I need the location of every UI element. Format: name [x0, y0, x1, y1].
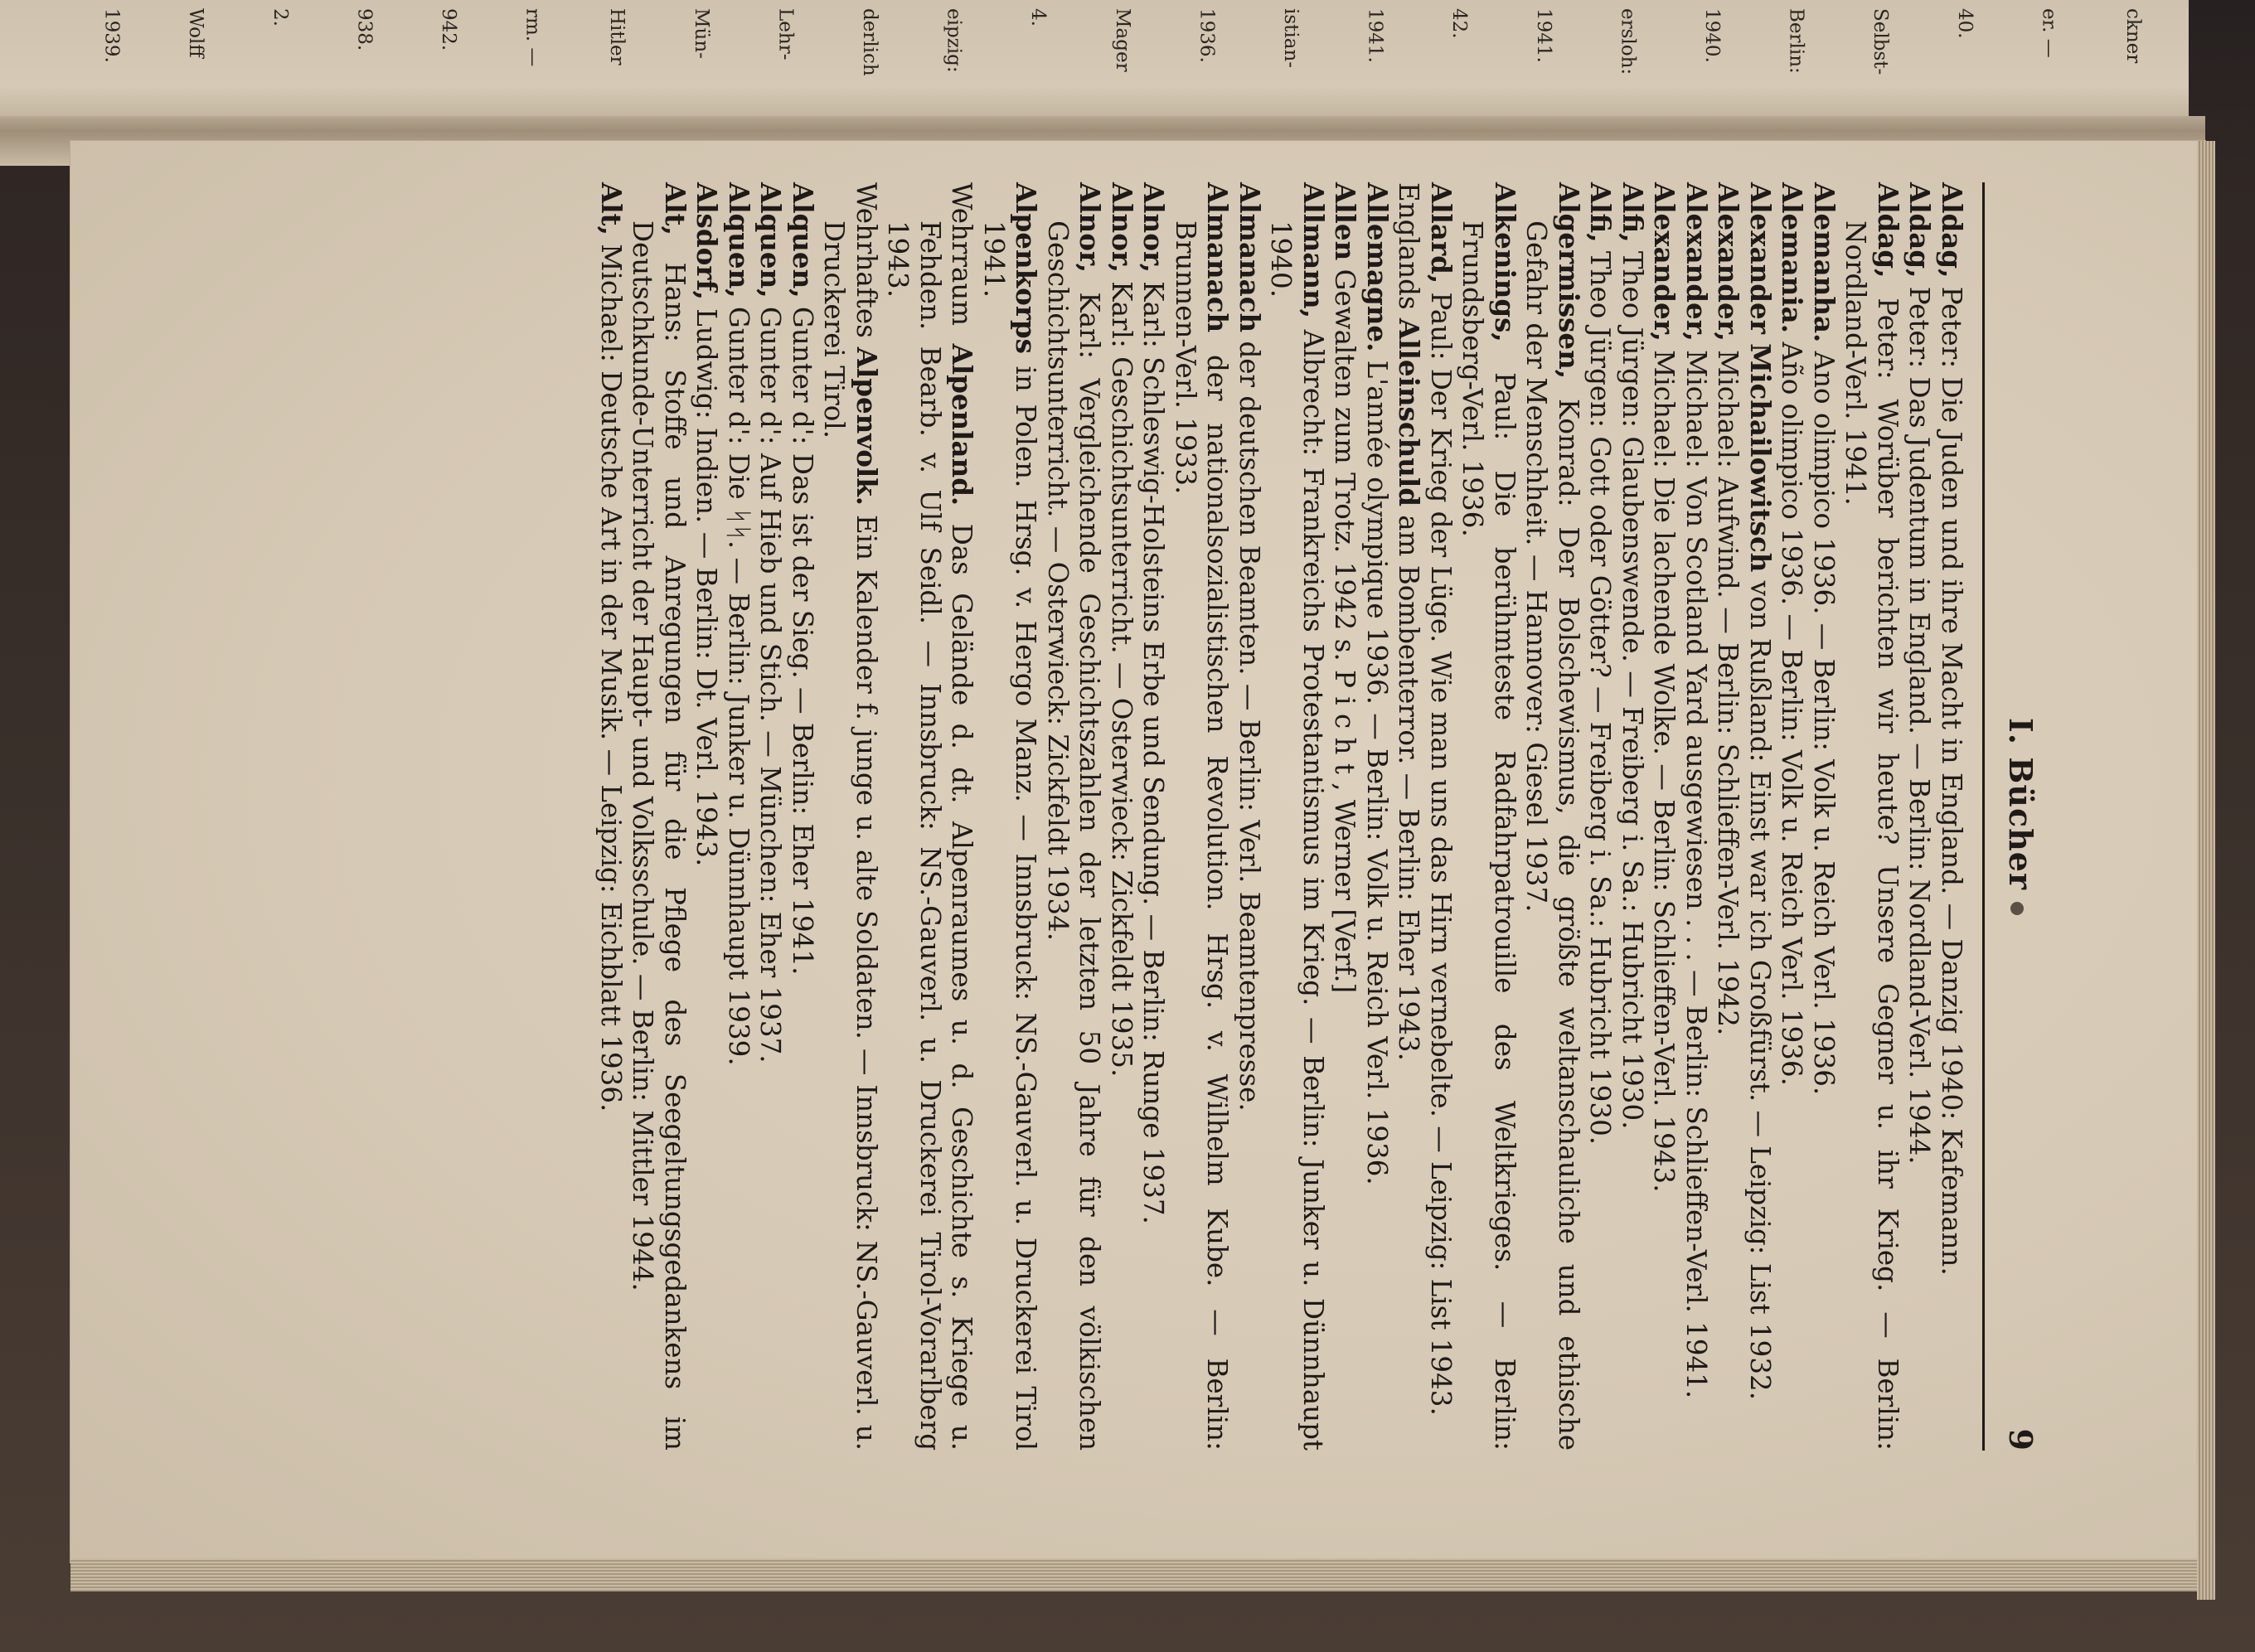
entry-heading: Aldag, [1936, 182, 1968, 279]
previous-page-fragment: 40. [1953, 8, 1976, 39]
entry-text: Peter: Die Juden und ihre Macht in England. — Danzig 1940: Kafemann. [1936, 278, 1967, 1276]
bibliography-entry [1520, 182, 1584, 1451]
entry-text: am Bombenterror. — Berlin: Eher 1943. [1393, 506, 1425, 1061]
bibliography-entry [1106, 182, 1138, 1451]
previous-page-fragment: er. — [2038, 8, 2060, 58]
previous-page-fragment: Berlin: [1785, 8, 1807, 74]
entry-text: Gunter d': Auf Hieb und Stich. — München: Eher 1937. [754, 298, 787, 1063]
bibliography-entry [1840, 182, 1903, 1451]
bibliography-entry [1808, 182, 1840, 1451]
bibliography-entry [1457, 182, 1520, 1451]
previous-page-fragment: Mager [1111, 8, 1133, 72]
bibliography-entry [1744, 182, 1777, 1451]
bibliography-entry [1776, 182, 1808, 1451]
header-rule [1982, 182, 1985, 1451]
previous-page-fragment: 42. [1448, 8, 1471, 39]
entry-text: Michael: Aufwind. — Berlin: Schlieffen-Verl. 1942. [1712, 341, 1744, 1036]
previous-page-fragment: Hitler [606, 8, 628, 65]
previous-page-fragment: 2. [269, 8, 291, 27]
entry-text: Paul: Die berühmteste Radfahrpatrouille des Weltkrieges. — Berlin: Frundsberg-Verl. 1936. [1457, 220, 1520, 1451]
entry-text: von Rußland: Einst war ich Großfürst. — Leipzig: List 1932. [1744, 572, 1776, 1401]
entry-text: Gunter d': Die ᛋᛋ. — Berlin: Junker u. Dünnhaupt 1939. [723, 298, 754, 1066]
ink-spot-icon [2011, 902, 2025, 915]
entry-prefix: Wehrraum [946, 182, 978, 344]
entry-text: Karl: Geschichtsunterricht. — Osterwieck: Zickfeldt 1935. [1106, 272, 1137, 1078]
entry-text: Ludwig: Indien. — Berlin: Dt. Verl. 1943. [691, 299, 723, 867]
previous-page-fragment: 1940. [1701, 8, 1723, 63]
bibliography-entry [882, 182, 978, 1451]
bibliography-entry [1712, 182, 1744, 1451]
entry-heading: Alfi, [1617, 182, 1649, 243]
previous-page-fragment: 938. [353, 8, 376, 51]
entry-heading: Alpenvolk. [851, 346, 883, 506]
entry-heading: Alleinschuld [1393, 317, 1426, 506]
entry-heading: Alquen, [787, 182, 819, 298]
entry-text: Michael: Deutsche Art in der Musik. — Leipzig: Eichblatt 1936. [595, 235, 627, 1112]
previous-page-fragment: rm. — [521, 8, 544, 67]
entry-heading: Aldag, [1903, 182, 1937, 279]
bibliography-entry [595, 182, 628, 1451]
entry-text: Theo Jürgen: Gott oder Götter? — Freiberg i. Sa.: Hubricht 1930. [1584, 242, 1617, 1146]
bibliography-entry [1393, 182, 1425, 1451]
previous-page-fragment: derlich [859, 8, 880, 76]
entry-text: Peter: Worüber berichten wir heute? Unsere Gegner u. ihr Krieg. — Berlin: Nordland-Verl. 1941. [1840, 220, 1903, 1451]
bibliography-entry [1137, 182, 1170, 1451]
entry-heading: Alpenland. [946, 343, 979, 506]
bibliography-entry [1265, 182, 1329, 1451]
entry-heading: Alt, [595, 182, 628, 235]
entry-heading: Alquen, [723, 182, 755, 298]
entry-heading: Alexander, [1712, 182, 1745, 342]
entry-text: Ano olimpico 1936. — Berlin: Volk u. Reich Verl. 1936. [1808, 342, 1840, 1096]
entry-heading: Alfi, [1584, 182, 1617, 243]
entry-text: Karl: Vergleichende Geschichtszahlen der letzten 50 Jahre für den völkischen Geschichtsunterricht. — Osterwieck: Zickfeldt 1934. [1042, 220, 1106, 1451]
entry-heading: Allemagne. [1361, 182, 1394, 352]
bibliography-entry [754, 182, 787, 1451]
entry-heading: Alnor, [1074, 182, 1107, 273]
previous-page-fragment: Selbst- [1869, 8, 1892, 75]
bibliography-entry [1903, 182, 1936, 1451]
bibliography-entry [1042, 182, 1106, 1451]
entry-heading: Alnor, [1137, 182, 1171, 273]
entry-heading: Allard, [1425, 182, 1457, 284]
previous-page-fragment: Wolff [185, 8, 207, 58]
entry-text: Das Gelände d. dt. Alpenraumes u. d. Geschichte s. Kriege u. Fehden. Bearb. v. Ulf Seidl. — Innsbruck: NS.-Gauverl. u. Druckerei Tirol-Vorarlberg 1943. [882, 220, 978, 1451]
bibliography-entry [1170, 182, 1234, 1451]
previous-page-fragment: istian- [1280, 8, 1302, 69]
bibliography-entry [627, 182, 691, 1451]
entry-prefix: Wehrhaftes [851, 182, 882, 347]
entry-text: L'année olympique 1936. — Berlin: Volk u. Reich Verl. 1936. [1361, 351, 1393, 1185]
bibliography-entry [1936, 182, 1968, 1451]
entry-text: Theo Jürgen: Glaubenswende. — Freiberg i. Sa.: Hubricht 1930. [1617, 242, 1648, 1130]
bibliography-entry [691, 182, 723, 1451]
previous-page-text [0, 0, 2189, 124]
bibliography-entry [978, 182, 1042, 1451]
entry-text: Michael: Von Scotland Yard ausgewiesen . . . — Berlin: Schlieffen-Verl. 1941. [1680, 341, 1712, 1399]
entry-text: Michael: Die lachende Wolke. — Berlin: Schlieffen-Verl. 1943. [1648, 341, 1680, 1193]
previous-page-fragment: eipzig: [943, 8, 965, 73]
bibliography-list [595, 182, 1968, 1451]
bibliography-entry [1234, 182, 1266, 1451]
previous-page-fragment: ersloh: [1617, 8, 1639, 75]
page-header-title [2002, 182, 2039, 1451]
bibliography-entry [1584, 182, 1617, 1451]
entry-text: Peter: Das Judentum in England. — Berlin: Nordland-Verl. 1944. [1903, 278, 1936, 1165]
page-number: 9 [2002, 1428, 2039, 1451]
bibliography-entry [1329, 182, 1361, 1451]
entry-heading: Alt, [659, 182, 691, 235]
page-edges-bottom [70, 1558, 2205, 1591]
previous-page-fragment: Lehr- [774, 8, 797, 61]
bibliography-entry [818, 182, 882, 1451]
bibliography-entry [1425, 182, 1457, 1451]
previous-page-fragment: 1941. [1364, 8, 1386, 63]
bibliography-entry [1361, 182, 1394, 1451]
entry-text: Gewalten zum Trotz. 1942 s. P i c h t , Werner [Verf.] [1329, 260, 1361, 994]
entry-heading: Almanach [1201, 182, 1234, 333]
entry-heading: Alexander, [1648, 182, 1681, 342]
entry-text: Gunter d': Das ist der Sieg. — Berlin: Eher 1941. [787, 298, 818, 976]
entry-prefix: Englands [1393, 182, 1425, 318]
entry-text: Albrecht: Frankreichs Protestantismus im Krieg. — Berlin: Junker u. Dünnhaupt 1940. [1265, 220, 1329, 1451]
entry-heading: Alemania. [1776, 182, 1809, 334]
page-content [356, 182, 2039, 1451]
entry-heading: Alsdorf, [691, 182, 724, 300]
bibliography-entry [1680, 182, 1713, 1451]
running-header [1988, 182, 2039, 1451]
entry-heading: Alemanha. [1808, 182, 1840, 343]
page-edges-side [2197, 141, 2215, 1600]
entry-text: Ein Kalender f. junge u. alte Soldaten. — Innsbruck: NS.-Gauverl. u. Druckerei Tirol. [818, 220, 882, 1451]
entry-heading: Alpenkorps [1010, 182, 1043, 354]
entry-heading: Alexander, [1680, 182, 1713, 342]
entry-text: Hans: Stoffe und Anregungen für die Pflege des Seegeltungsgedankens im Deutschkunde-Unterricht der Haupt- und Volksschule. — Berlin: Mittler 1944. [627, 220, 691, 1451]
bibliography-entry [1617, 182, 1649, 1451]
entry-heading: Aldag, [1872, 182, 1904, 279]
entry-heading: Alexander Michailowitsch [1744, 182, 1777, 573]
entry-text: Paul: Der Krieg der Lüge. Wie man uns das Hirn vernebelte. — Leipzig: List 1943. [1425, 283, 1457, 1416]
entry-heading: Alnor, [1106, 182, 1138, 273]
bibliography-entry [787, 182, 819, 1451]
previous-page-fragment: ckner [2122, 8, 2144, 64]
previous-page-fragment: Mün- [690, 8, 712, 59]
entry-heading: Alquen, [754, 182, 788, 298]
entry-text: Año olimpico 1936. — Berlin: Volk u. Reich Verl. 1936. [1776, 333, 1808, 1086]
entry-text: Karl: Schleswig-Holsteins Erbe und Sendung. — Berlin: Runge 1937. [1137, 272, 1170, 1224]
entry-text: Konrad: Der Bolschewismus, die größte weltanschauliche und ethische Gefahr der Menschheit. — Hannover: Giesel 1937. [1520, 220, 1584, 1451]
entry-text: in Polen. Hrsg. v. Hergo Manz. — Innsbruck: NS.-Gauverl. u. Druckerei Tirol 1941. [978, 220, 1042, 1451]
previous-page-fragment: 1936. [1195, 8, 1218, 63]
entry-heading: Algermissen, [1553, 182, 1585, 380]
previous-page-fragment: 4. [1027, 8, 1050, 27]
entry-heading: Almanach [1234, 182, 1266, 333]
entry-heading: Allen [1329, 182, 1362, 261]
entry-heading: Allmann, [1297, 182, 1330, 318]
header-title-text: I. Bücher [2002, 718, 2039, 890]
previous-page-fragment: 942. [438, 8, 459, 51]
bibliography-entry [1648, 182, 1680, 1451]
bibliography-entry [723, 182, 755, 1451]
entry-text: der deutschen Beamten. — Berlin: Verl. Beamtenpresse. [1234, 332, 1265, 1112]
entry-text: der nationalsozialistischen Revolution. Hrsg. v. Wilhelm Kube. — Berlin: Brunnen-Verl. 1933. [1170, 220, 1234, 1451]
entry-heading: Alkenings, [1489, 182, 1521, 342]
previous-page-fragment: 1939. [100, 8, 123, 63]
previous-page-fragment: 1941. [1532, 8, 1554, 63]
previous-page [0, 0, 2189, 124]
